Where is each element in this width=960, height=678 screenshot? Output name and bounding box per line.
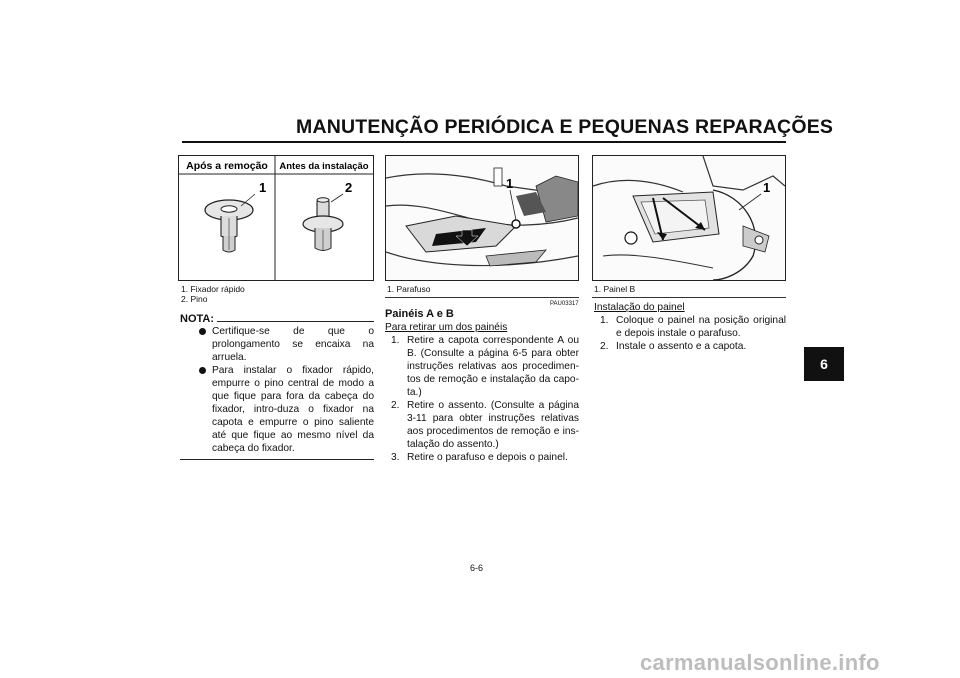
bullet-icon bbox=[199, 367, 206, 374]
step-item bbox=[385, 399, 579, 451]
callout-2: 2 bbox=[345, 180, 353, 195]
callout-1: 1 bbox=[506, 176, 514, 191]
step-number: 2. bbox=[391, 400, 400, 411]
note-heading: NOTA: bbox=[180, 313, 215, 325]
caption-item: 1. Painel B bbox=[594, 284, 636, 294]
step-text: Retire a capota correspondente A ou B. (Consulte a página 6-5 para obter instruções relativas aos procedimen-tos de remoção e instalação da capo-ta.) bbox=[407, 335, 579, 398]
reference-code: PAU03317 bbox=[550, 301, 579, 307]
step-item bbox=[594, 340, 786, 353]
step-text: Retire o parafuso e depois o painel. bbox=[407, 452, 568, 463]
note-bullet bbox=[180, 364, 374, 455]
step-number: 3. bbox=[391, 452, 400, 463]
section-heading: Painéis A e B bbox=[385, 308, 454, 320]
watermark: carmanualsonline.info bbox=[640, 650, 880, 675]
step-text: Retire o assento. (Consulte a página 3-11 para obter instruções relativas aos procedimentos de remoção e ins-talação do assento.) bbox=[407, 400, 579, 450]
label-before-install: Antes da instalação bbox=[279, 161, 369, 172]
panels-section bbox=[385, 308, 579, 464]
screw-figure bbox=[385, 155, 579, 281]
chapter-tab: 6 bbox=[804, 347, 844, 381]
step-number: 1. bbox=[600, 315, 609, 326]
subheading: Para retirar um dos painéis bbox=[385, 322, 508, 333]
subheading: Instalação do painel bbox=[594, 302, 685, 313]
label-after-removal: Após a remoção bbox=[186, 160, 268, 172]
bullet-text: Certifique-se de que o prolongamento se encaixa na arruela. bbox=[212, 326, 374, 363]
step-item bbox=[385, 451, 579, 464]
fastener-figure bbox=[178, 155, 374, 281]
step-item bbox=[385, 334, 579, 399]
install-section bbox=[594, 301, 786, 353]
caption-rule bbox=[385, 297, 579, 298]
note-end-rule bbox=[180, 459, 374, 460]
figure-caption bbox=[594, 284, 635, 294]
step-text: Instale o assento e a capota. bbox=[616, 341, 747, 352]
caption-item: 1. Parafuso bbox=[387, 284, 431, 294]
page-number: 6-6 bbox=[470, 563, 484, 573]
bullet-icon bbox=[199, 328, 206, 335]
step-item bbox=[594, 314, 786, 340]
note-block bbox=[180, 313, 374, 460]
page-title: MANUTENÇÃO PERIÓDICA E PEQUENAS REPARAÇÕES bbox=[296, 116, 834, 138]
caption-rule bbox=[592, 297, 786, 298]
step-number: 2. bbox=[600, 341, 609, 352]
caption-item: 2. Pino bbox=[181, 294, 208, 304]
title-rule bbox=[182, 141, 786, 143]
note-rule bbox=[217, 321, 374, 322]
panel-figure bbox=[592, 155, 786, 281]
callout-1: 1 bbox=[763, 180, 771, 195]
figure-caption bbox=[181, 284, 245, 304]
callout-1: 1 bbox=[259, 180, 267, 195]
note-bullet bbox=[180, 325, 374, 364]
step-number: 1. bbox=[391, 335, 400, 346]
figure-caption bbox=[387, 284, 430, 294]
caption-item: 1. Fixador rápido bbox=[181, 284, 245, 294]
step-text: Coloque o painel na posição original e depois instale o parafuso. bbox=[616, 315, 786, 339]
bullet-text: Para instalar o fixador rápido, empurre o pino central de modo a que fique para fora da cabeça do fixador, intro-duza o fixador na capota e empurre o pino saliente até que fique ao mesmo nível da cabeça do fixador. bbox=[212, 365, 374, 454]
